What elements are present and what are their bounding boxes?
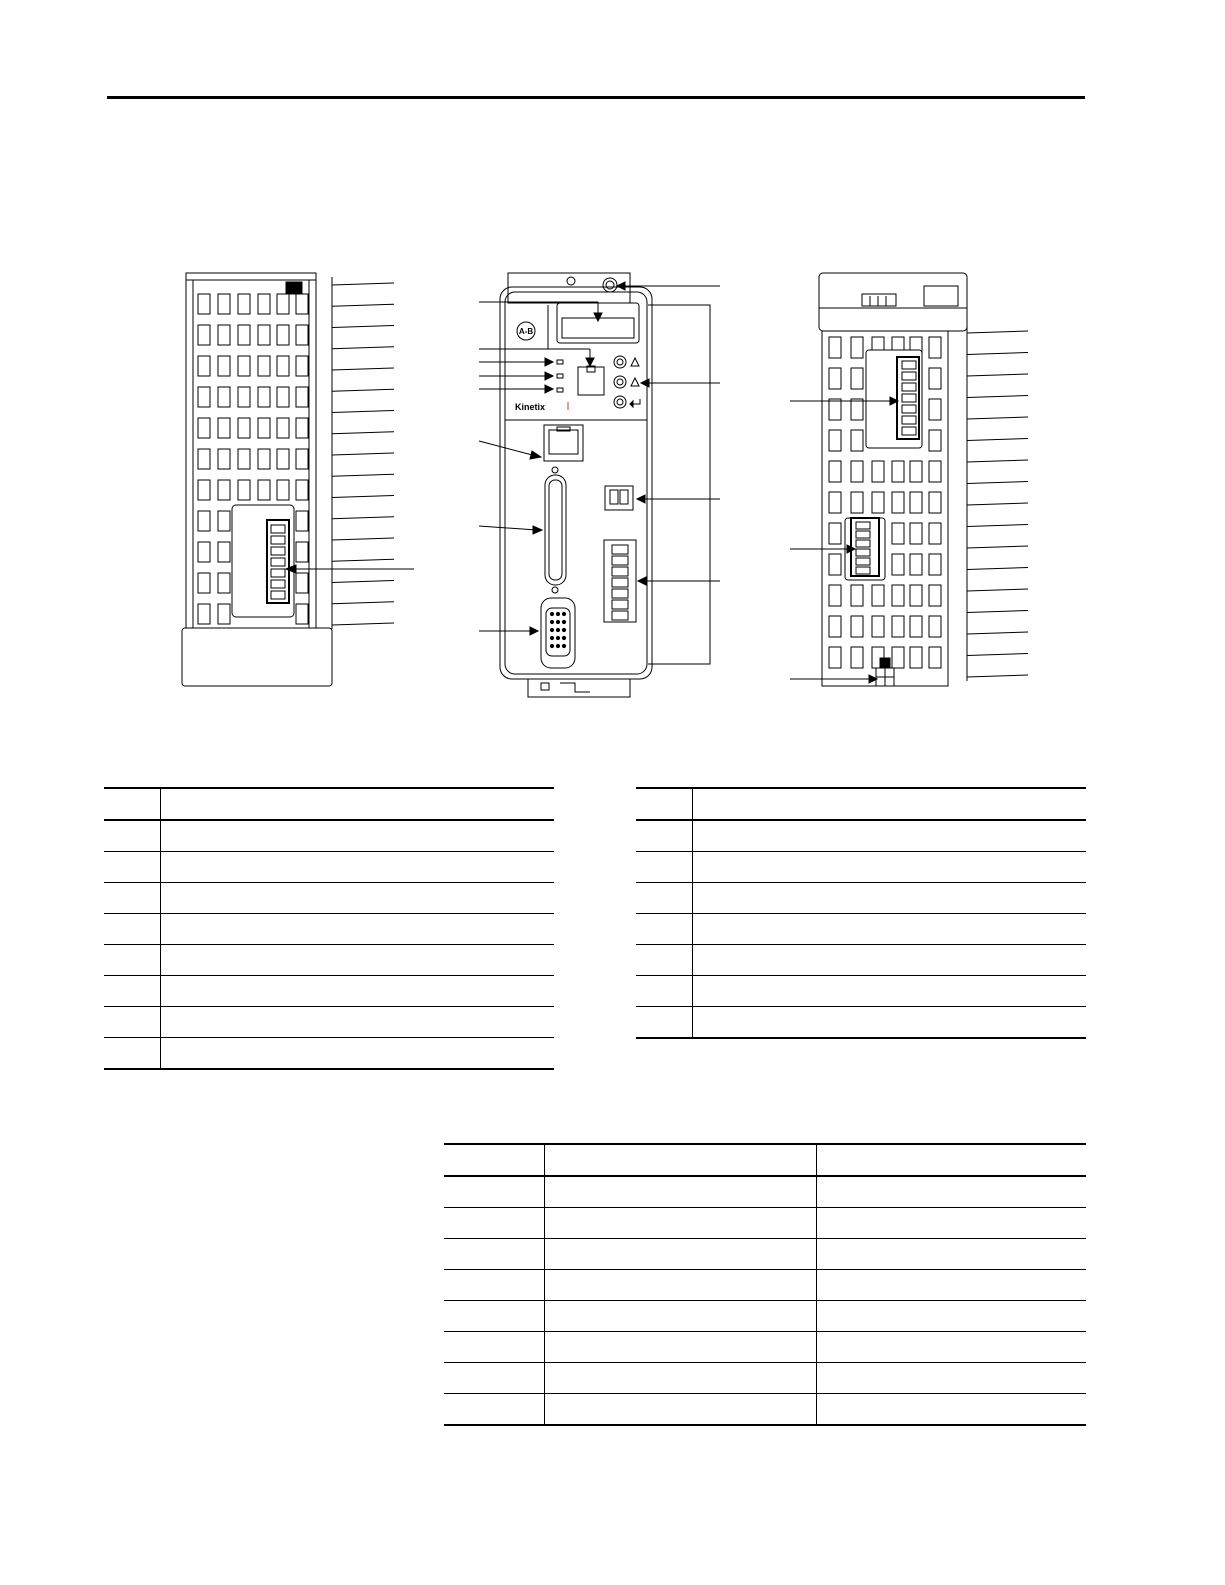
table-row <box>104 914 554 945</box>
table-row <box>104 1038 554 1070</box>
front-view <box>479 273 720 697</box>
table-header-row <box>104 788 554 820</box>
table-row <box>104 945 554 976</box>
brand-logo: A-B <box>518 327 534 336</box>
table-row <box>104 976 554 1007</box>
cooling-fins-left <box>332 277 394 629</box>
table-header-row <box>444 1144 1086 1176</box>
table-row <box>636 852 1086 883</box>
table-row <box>444 1332 1086 1363</box>
rear-view <box>790 273 1028 686</box>
bottom-specification-table <box>444 1143 1086 1426</box>
table-row <box>444 1239 1086 1270</box>
table-row <box>104 852 554 883</box>
table-row <box>636 914 1086 945</box>
table-row <box>636 820 1086 852</box>
right-reference-table <box>636 787 1086 1039</box>
table-row <box>104 883 554 914</box>
table-row <box>636 945 1086 976</box>
brand-name: Kinetix <box>515 402 546 412</box>
left-reference-table <box>104 787 554 1070</box>
table-row <box>444 1301 1086 1332</box>
table-row <box>636 1007 1086 1039</box>
side-view <box>182 273 414 686</box>
drive-figure <box>0 0 1225 760</box>
table-row <box>104 1007 554 1038</box>
table-row <box>444 1270 1086 1301</box>
table-row <box>444 1363 1086 1394</box>
table-row <box>636 976 1086 1007</box>
table-row <box>636 883 1086 914</box>
table-header-row <box>636 788 1086 820</box>
table-row <box>444 1208 1086 1239</box>
table-row <box>444 1394 1086 1426</box>
table-row <box>444 1176 1086 1208</box>
cooling-fins-right <box>967 325 1028 681</box>
table-row <box>104 820 554 852</box>
